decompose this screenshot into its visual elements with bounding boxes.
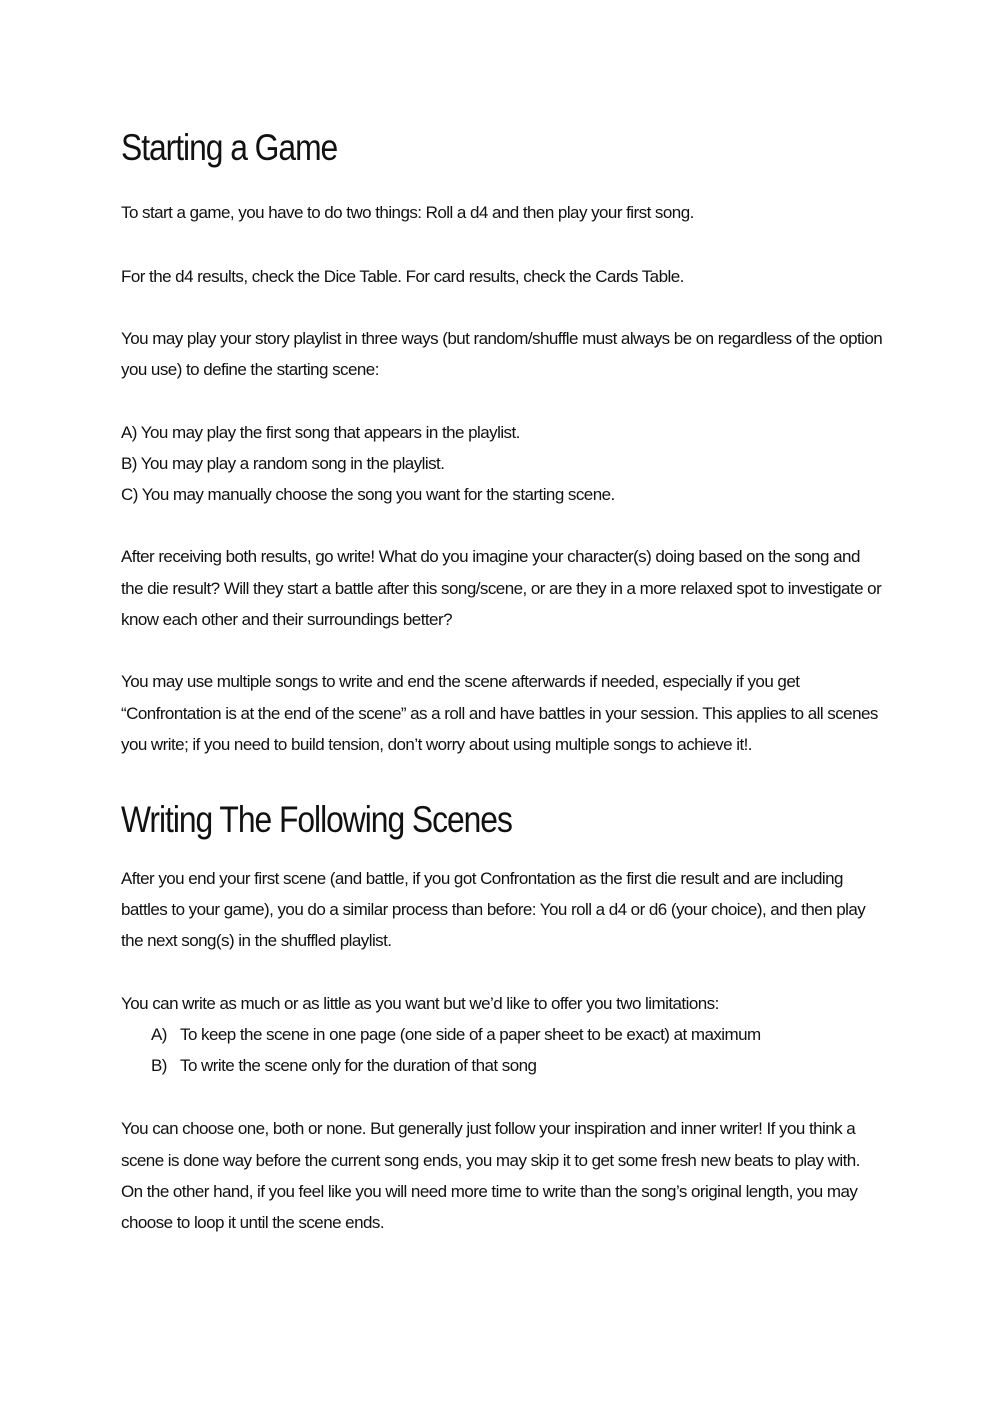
document-page: [121, 120, 883, 1239]
limitations-list: [121, 1019, 883, 1082]
limitation-text: To keep the scene in one page (one side of a paper sheet to be exact) at maximum: [180, 1024, 761, 1044]
paragraph-choose-limitations: You can choose one, both or none. But generally just follow your inspiration and inner writer! If you think a scene is done way before the current song ends, you may skip it to get some fresh new beats to play with. On the other hand, if you feel like you will need more time to write than the song’s original length, you may choose to loop it until the scene ends.: [121, 1119, 860, 1233]
list-marker: B): [151, 1056, 167, 1076]
paragraph-after-results: After receiving both results, go write! What do you imagine your character(s) doing based on the song and the die result? Will they start a battle after this song/scene, or are they in a more relaxed spot to investigate or know each other and their surroundings better?: [121, 547, 882, 630]
paragraph-limitations-intro: You can write as much or as little as you want but we’d like to offer you two limitations:: [121, 993, 719, 1013]
paragraph-playlist-ways: You may play your story playlist in three ways (but random/shuffle must always be on regardless of the option you use) to define the starting scene:: [121, 328, 883, 380]
paragraph-intro: To start a game, you have to do two things: Roll a d4 and then play your first song.: [121, 203, 694, 223]
starting-options-list: [121, 417, 883, 511]
option-item-a: A) You may play the first song that appears in the playlist.: [121, 422, 520, 442]
section-heading-following-scenes: Writing The Following Scenes: [121, 799, 512, 841]
limitation-text: To write the scene only for the duration of that song: [180, 1056, 537, 1076]
option-item-c: C) You may manually choose the song you want for the starting scene.: [121, 485, 615, 505]
limitation-item-a: [121, 1019, 883, 1050]
paragraph-multiple-songs: You may use multiple songs to write and end the scene afterwards if needed, especially if you get “Confrontation is at the end of the scene” as a roll and have battles in your session. This applies to all scenes you write; if you need to build tension, don’t worry about using multiple songs to achieve it!.: [121, 672, 878, 754]
list-marker: A): [151, 1024, 167, 1044]
paragraph-end-first-scene: After you end your first scene (and battle, if you got Confrontation as the first die result and are including battles to your game), you do a similar process than before: You roll a d4 or d6 (your choice), and then play the next song(s) in the shuffled playlist.: [121, 868, 866, 951]
limitation-item-b: [121, 1050, 883, 1081]
paragraph-tables: For the d4 results, check the Dice Table. For card results, check the Cards Table.: [121, 266, 684, 286]
section-heading-starting-a-game: Starting a Game: [121, 127, 338, 168]
option-item-b: B) You may play a random song in the playlist.: [121, 453, 445, 473]
